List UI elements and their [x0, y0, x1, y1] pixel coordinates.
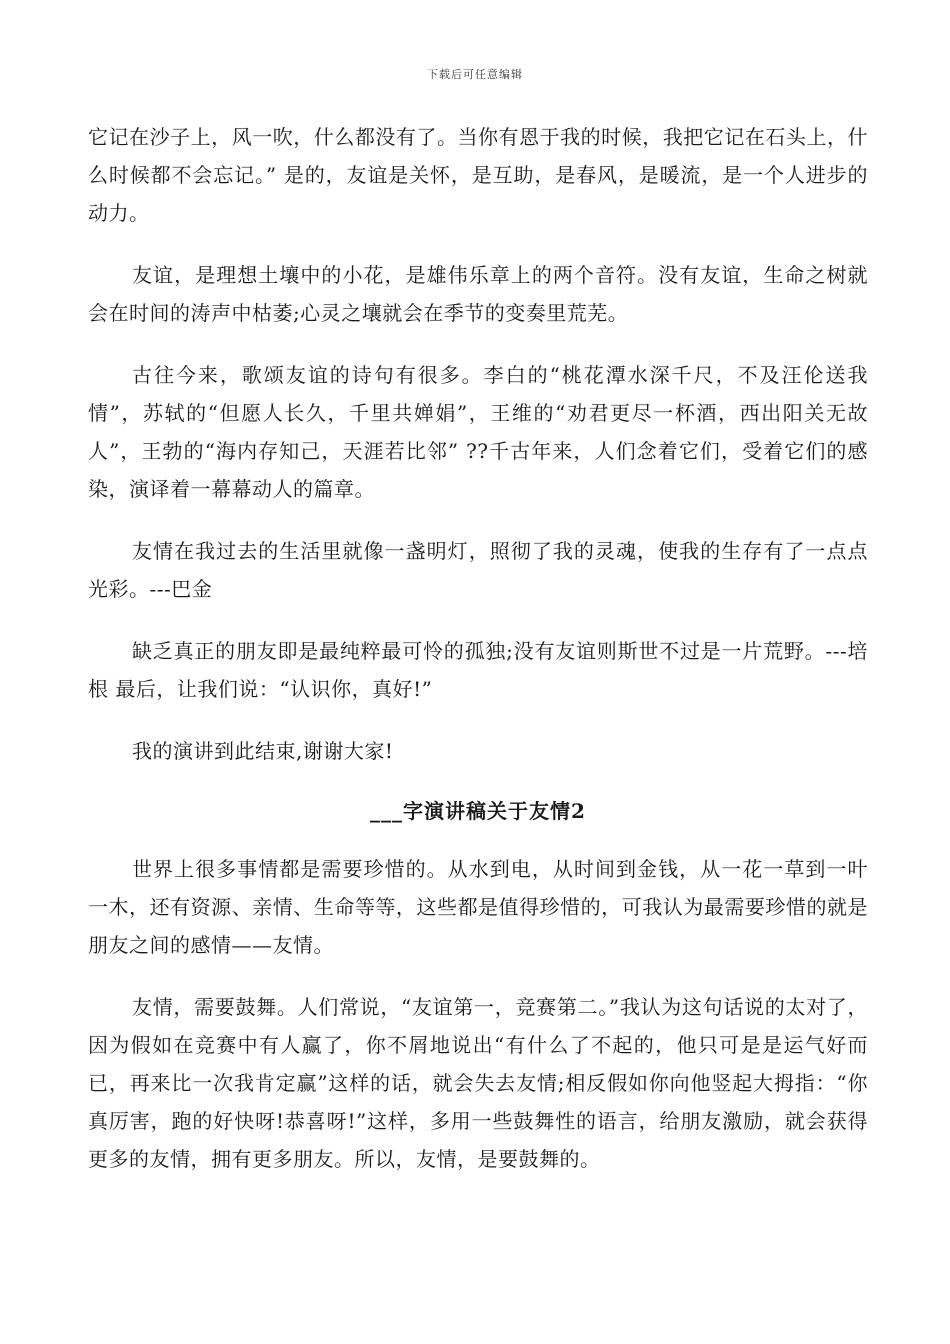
paragraph-bacon-quote: 缺乏真正的朋友即是最纯粹最可怜的孤独;没有友谊则斯世不过是一片荒野。---培根 最后，让我们说：“认识你，真好!” [88, 639, 868, 701]
paragraph-cherish: 世界上很多事情都是需要珍惜的。从水到电，从时间到金钱，从一花一草到一叶一木，还有资源、亲情、生命等等，这些都是值得珍惜的，可我认为最需要珍惜的就是朋友之间的感情——友情。 [88, 857, 868, 957]
paragraph-friendship-flower: 友谊，是理想土壤中的小花，是雄伟乐章上的两个音符。没有友谊，生命之树就会在时间的涛声中枯萎;心灵之壤就会在季节的变奏里荒芜。 [88, 263, 868, 325]
paragraph-encouragement: 友情，需要鼓舞。人们常说，“友谊第一，竞赛第二。”我认为这句话说的太对了，因为假如在竞赛中有人赢了，你不屑地说出“有什么了不起的，他只可是是运气好而已，再来比一次我肯定赢”这样的话，就会失去友情;相反假如你向他竖起大拇指：“你真厉害，跑的好快呀!恭喜呀!”这样，多用一些鼓舞性的语言，给朋友激励，就会获得更多的友情，拥有更多朋友。所以，友情，是要鼓舞的。 [88, 995, 868, 1171]
paragraph-bajin-quote: 友情在我过去的生活里就像一盏明灯，照彻了我的灵魂，使我的生存有了一点点光彩。---巴金 [88, 539, 868, 601]
page-header-note: 下载后可任意编辑 [427, 68, 523, 81]
paragraph-closing: 我的演讲到此结束,谢谢大家! [132, 739, 394, 763]
section-title: ___字演讲稿关于友情2 [370, 799, 586, 823]
paragraph-poems: 古往今来，歌颂友谊的诗句有很多。李白的“桃花潭水深千尺，不及汪伦送我情”，苏轼的“但愿人长久，千里共婵娟”，王维的“劝君更尽一杯酒，西出阳关无故人”，王勃的“海内存知己，天涯若比邻” ??千古年来，人们念着它们，受着它们的感染，演译着一幕幕动人的篇章。 [88, 363, 868, 501]
paragraph-continuation: 它记在沙子上，风一吹，什么都没有了。当你有恩于我的时候，我把它记在石头上，什么时候都不会忘记。” 是的，友谊是关怀，是互助，是春风，是暖流，是一个人进步的动力。 [88, 125, 868, 225]
document-body [88, 118, 868, 1202]
